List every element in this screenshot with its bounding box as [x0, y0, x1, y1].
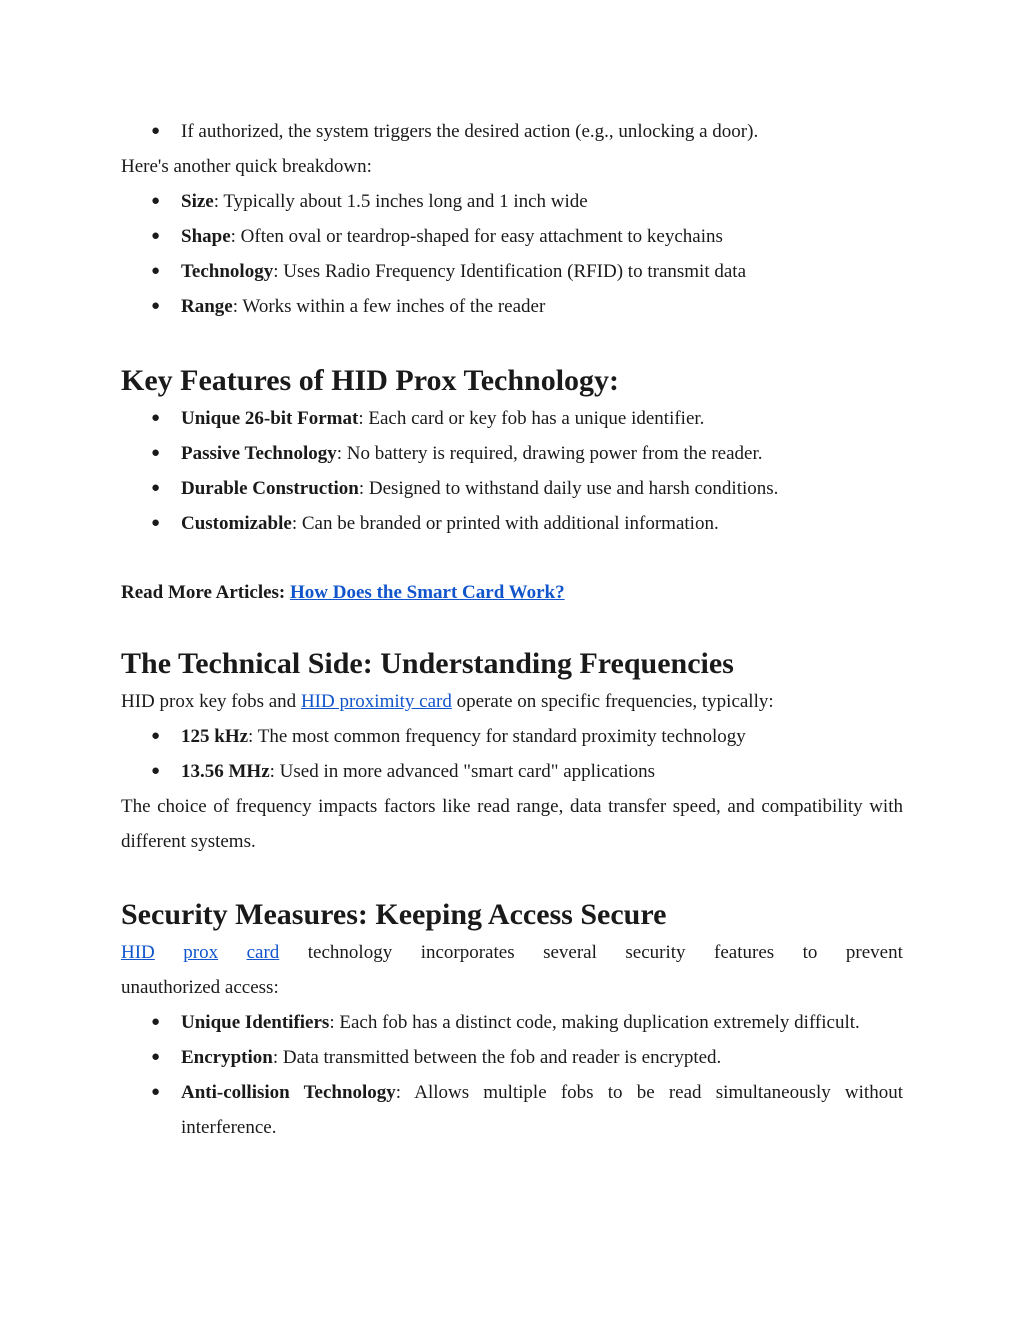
- bullet-icon: ●: [151, 193, 161, 209]
- list-item: [121, 754, 903, 789]
- security-intro-word: to: [802, 942, 818, 963]
- bullet-icon: ●: [151, 228, 161, 244]
- security-intro-word: technology: [307, 942, 393, 963]
- hid-prox-card-link-word[interactable]: card: [246, 942, 280, 963]
- breakdown-intro: Here's another quick breakdown:: [121, 156, 372, 177]
- hid-prox-card-link-word[interactable]: HID: [121, 942, 155, 963]
- features-heading: Key Features of HID Prox Technology:: [121, 364, 620, 397]
- security-intro-continued: unauthorized access:: [121, 977, 279, 998]
- list-item-desc: : Used in more advanced "smart card" applications: [269, 761, 656, 782]
- list-item: [121, 1040, 903, 1075]
- list-item: [121, 471, 903, 506]
- list-item-term: Size: [181, 191, 214, 212]
- list-item-desc: : Each fob has a distinct code, making duplication extremely difficult.: [329, 1012, 860, 1033]
- read-more-line: [121, 575, 903, 610]
- list-item-term: Range: [181, 296, 233, 317]
- list-item-term: Customizable: [181, 513, 292, 534]
- list-item: [121, 506, 903, 541]
- list-item-term: Passive Technology: [181, 443, 337, 464]
- breakdown-list: [121, 184, 903, 324]
- bullet-icon: ●: [151, 263, 161, 279]
- security-intro-word: features: [714, 942, 775, 963]
- frequencies-intro-text: HID prox key fobs and: [121, 691, 301, 712]
- bullet-icon: ●: [151, 515, 161, 531]
- list-item: [121, 289, 903, 324]
- list-item-desc: : No battery is required, drawing power from the reader.: [336, 443, 763, 464]
- frequencies-intro: [121, 684, 903, 719]
- list-item: [121, 254, 903, 289]
- list-item: [121, 1005, 903, 1040]
- hid-proximity-card-link[interactable]: HID proximity card: [300, 691, 452, 712]
- bullet-icon: ●: [151, 123, 161, 139]
- list-item: [121, 436, 903, 471]
- bullet-icon: ●: [151, 298, 161, 314]
- security-intro-line: [121, 935, 903, 970]
- security-intro-word: prevent: [845, 942, 903, 963]
- list-item-text: If authorized, the system triggers the desired action (e.g., unlocking a door).: [181, 121, 759, 142]
- list-item-desc: : The most common frequency for standard proximity technology: [248, 726, 746, 747]
- list-item: [121, 719, 903, 754]
- list-item-term: Shape: [181, 226, 231, 247]
- list-item-desc: : Works within a few inches of the reader: [232, 296, 546, 317]
- security-heading: Security Measures: Keeping Access Secure: [121, 898, 667, 931]
- list-item-term: Encryption: [181, 1047, 273, 1068]
- list-item: [121, 1075, 903, 1145]
- bullet-icon: ●: [151, 1049, 161, 1065]
- list-item-term: Anti-collision Technology: [181, 1082, 396, 1103]
- bullet-icon: ●: [151, 728, 161, 744]
- list-item-term: 13.56 MHz: [181, 761, 270, 782]
- list-item-desc: : Typically about 1.5 inches long and 1 inch wide: [213, 191, 588, 212]
- list-item: [121, 114, 903, 149]
- security-intro-word: several: [543, 942, 597, 963]
- bullet-icon: ●: [151, 1084, 161, 1100]
- list-item-desc: : Can be branded or printed with additional information.: [291, 513, 719, 534]
- list-item-desc: : Data transmitted between the fob and reader is encrypted.: [272, 1047, 722, 1068]
- list-item-term: Durable Construction: [181, 478, 359, 499]
- list-item: [121, 184, 903, 219]
- frequencies-intro-text-end: operate on specific frequencies, typically:: [451, 691, 774, 712]
- list-item-desc: : Often oval or teardrop-shaped for easy attachment to keychains: [230, 226, 723, 247]
- security-intro-word: incorporates: [420, 942, 515, 963]
- intro-bullet-list: [121, 114, 903, 149]
- list-item-term: Unique Identifiers: [181, 1012, 330, 1033]
- security-list: [121, 1005, 903, 1145]
- bullet-icon: ●: [151, 445, 161, 461]
- read-more-label: Read More Articles:: [121, 582, 291, 603]
- features-list: [121, 401, 903, 541]
- security-intro-word: security: [625, 942, 686, 963]
- read-more-link[interactable]: How Does the Smart Card Work?: [290, 582, 565, 603]
- frequencies-list: [121, 719, 903, 789]
- list-item-desc: : Designed to withstand daily use and harsh conditions.: [358, 478, 779, 499]
- bullet-icon: ●: [151, 1014, 161, 1030]
- list-item-term: Unique 26-bit Format: [181, 408, 359, 429]
- bullet-icon: ●: [151, 480, 161, 496]
- frequencies-closing: The choice of frequency impacts factors like read range, data transfer speed, and compatibility with different systems.: [121, 796, 903, 852]
- list-item-desc: : Allows multiple fobs to be read simultaneously without interference.: [181, 1082, 903, 1138]
- bullet-icon: ●: [151, 410, 161, 426]
- list-item-term: 125 kHz: [181, 726, 249, 747]
- bullet-icon: ●: [151, 763, 161, 779]
- frequencies-heading: The Technical Side: Understanding Frequencies: [121, 647, 734, 680]
- list-item: [121, 401, 903, 436]
- list-item-desc: : Each card or key fob has a unique identifier.: [358, 408, 705, 429]
- hid-prox-card-link-word[interactable]: prox: [183, 942, 219, 963]
- list-item-term: Technology: [181, 261, 274, 282]
- list-item-desc: : Uses Radio Frequency Identification (RFID) to transmit data: [273, 261, 747, 282]
- list-item: [121, 219, 903, 254]
- document-page: [121, 114, 903, 1145]
